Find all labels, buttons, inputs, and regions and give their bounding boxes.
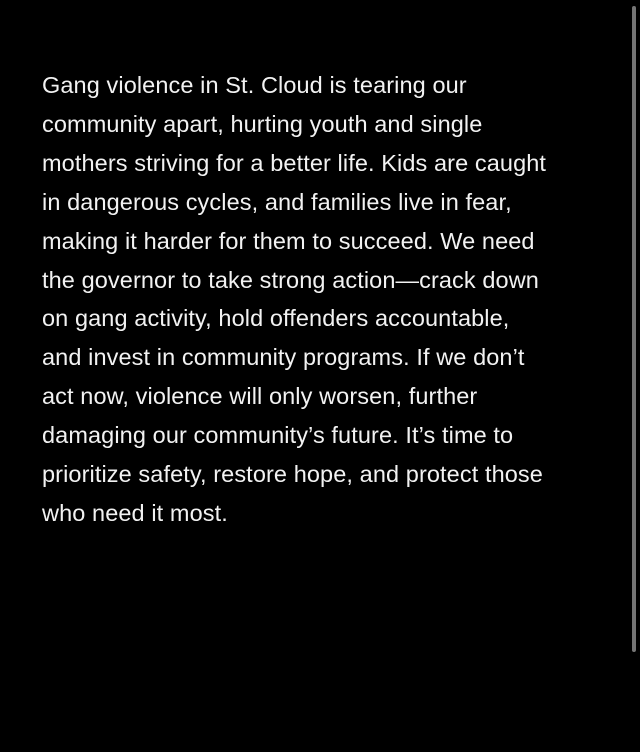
note-line-5: making it harder for them to succeed. We need (42, 227, 535, 254)
note-line-10: damaging our community’s future. It’s time to (42, 422, 514, 449)
note-line-3: mothers striving for a better life. Kids are caught (42, 149, 547, 176)
note-body-text[interactable] (42, 66, 602, 533)
note-line-2: community apart, hurting youth and single (42, 110, 483, 137)
note-line-11: prioritize safety, restore hope, and protect those (42, 461, 543, 488)
scrollbar[interactable] (632, 6, 636, 652)
note-line-4: in dangerous cycles, and families live in fear, (42, 188, 512, 215)
note-line-12: who need it most. (42, 499, 228, 526)
note-line-8: and invest in community programs. If we don’t (42, 344, 525, 371)
note-line-1: Gang violence in St. Cloud is tearing our (42, 72, 467, 98)
note-line-7: on gang activity, hold offenders accountable, (42, 305, 510, 332)
note-line-9: act now, violence will only worsen, further (42, 383, 478, 410)
note-line-6: the governor to take strong action—crack down (42, 266, 539, 293)
